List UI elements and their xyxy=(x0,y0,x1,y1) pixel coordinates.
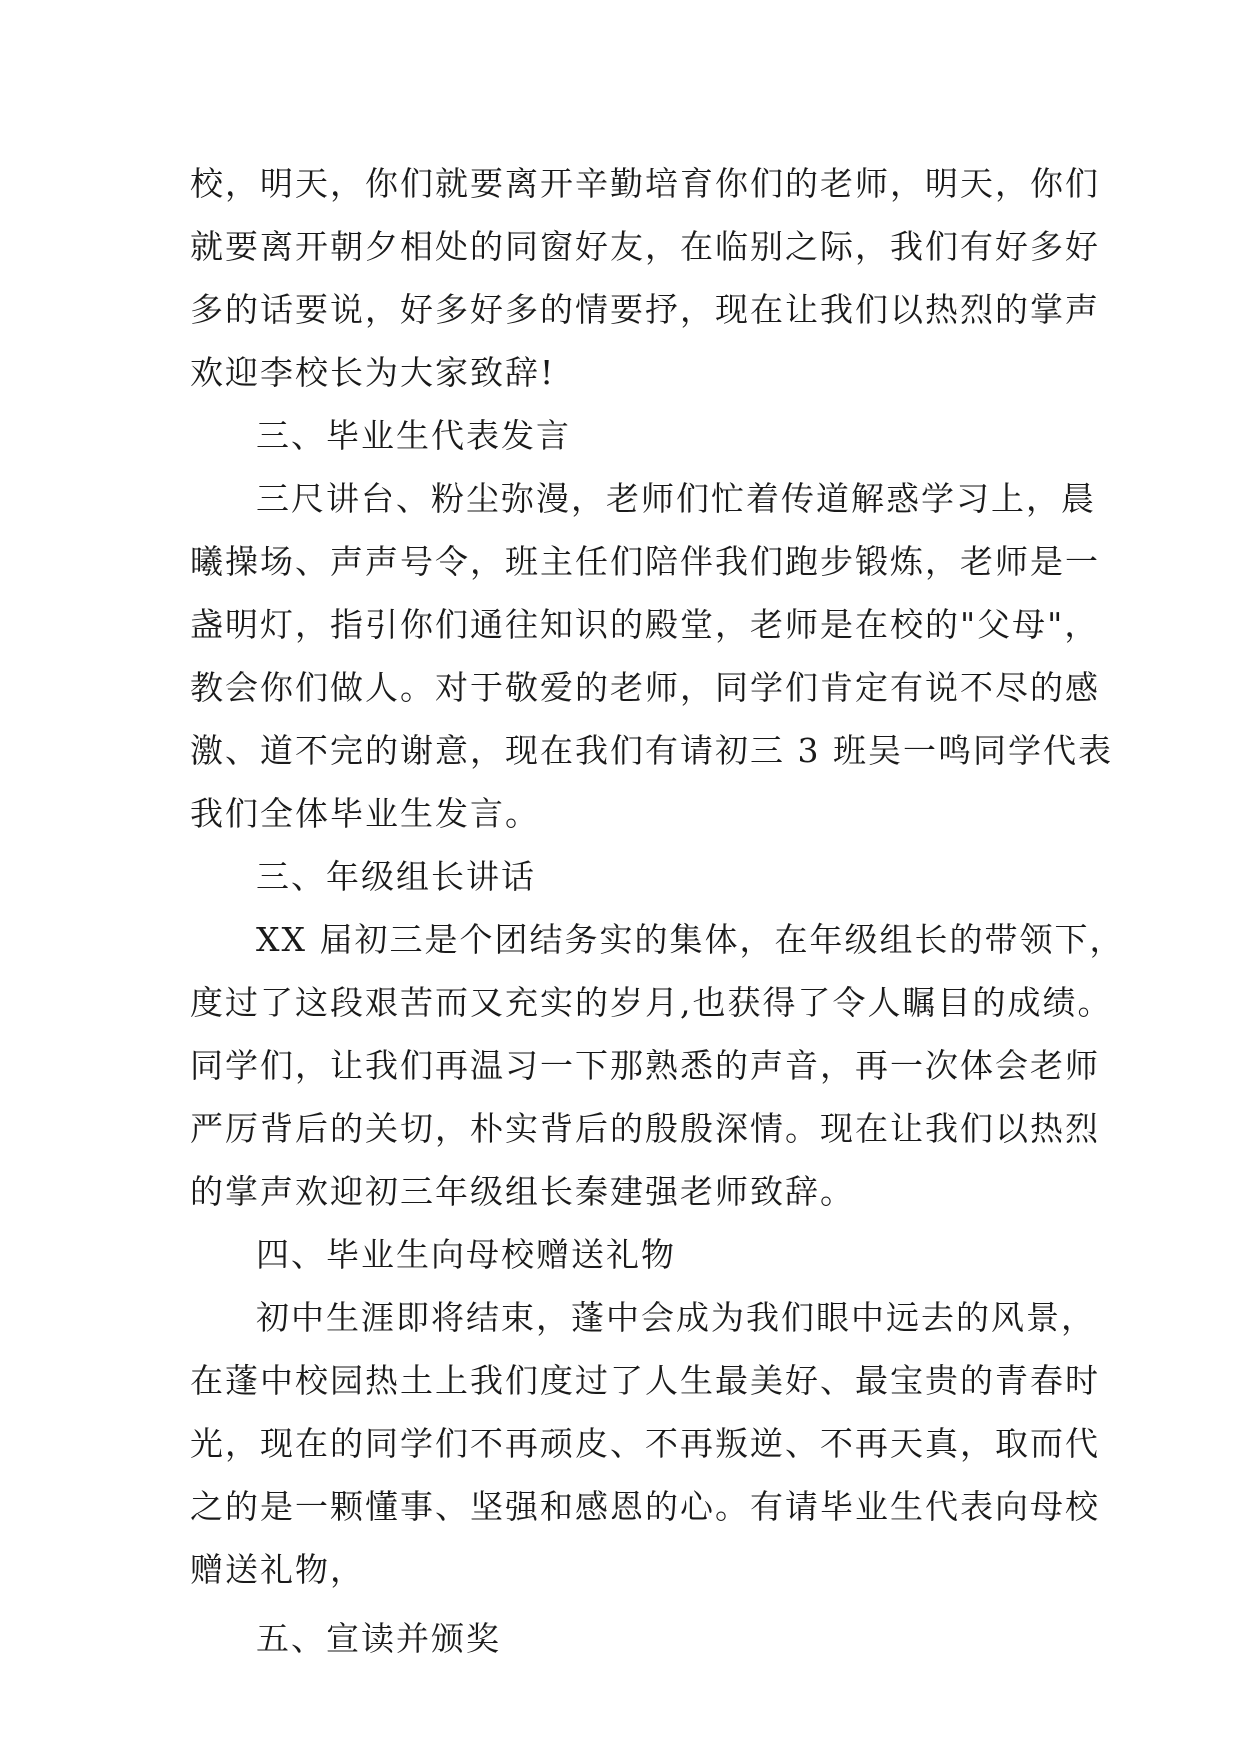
paragraph-line: 多的话要说，好多好多的情要抒，现在让我们以热烈的掌声 xyxy=(190,290,1100,329)
paragraph-line: 盏明灯，指引你们通往知识的殿堂，老师是在校的"父母"， xyxy=(190,605,1100,644)
paragraph-line: 曦操场、声声号令，班主任们陪伴我们跑步锻炼，老师是一 xyxy=(190,542,1100,581)
paragraph-line: 就要离开朝夕相处的同窗好友，在临别之际，我们有好多好 xyxy=(190,227,1100,266)
paragraph-line: 在蓬中校园热土上我们度过了人生最美好、最宝贵的青春时 xyxy=(190,1361,1100,1400)
section-heading: 五、宣读并颁奖 xyxy=(256,1619,501,1658)
paragraph-line: 三尺讲台、粉尘弥漫，老师们忙着传道解惑学习上，晨 xyxy=(256,479,1096,518)
paragraph-line: 光，现在的同学们不再顽皮、不再叛逆、不再天真，取而代 xyxy=(190,1424,1100,1463)
section-heading: 三、毕业生代表发言 xyxy=(256,416,571,455)
paragraph-line: 我们全体毕业生发言。 xyxy=(190,794,540,833)
section-heading: 四、毕业生向母校赠送礼物 xyxy=(256,1235,676,1274)
paragraph-line: 之的是一颗懂事、坚强和感恩的心。有请毕业生代表向母校 xyxy=(190,1487,1100,1526)
paragraph-line: 初中生涯即将结束，蓬中会成为我们眼中远去的风景， xyxy=(256,1298,1096,1337)
paragraph-line: 赠送礼物， xyxy=(190,1550,365,1589)
paragraph-line: 同学们，让我们再温习一下那熟悉的声音，再一次体会老师 xyxy=(190,1046,1100,1085)
paragraph-line: 严厉背后的关切，朴实背后的殷殷深情。现在让我们以热烈 xyxy=(190,1109,1100,1148)
paragraph-line: 的掌声欢迎初三年级组长秦建强老师致辞。 xyxy=(190,1172,855,1211)
section-heading: 三、年级组长讲话 xyxy=(256,857,536,896)
document-body xyxy=(190,152,1125,1670)
paragraph-line: XX 届初三是个团结务实的集体，在年级组长的带领下， xyxy=(256,920,1125,959)
paragraph-line: 欢迎李校长为大家致辞! xyxy=(190,353,556,392)
paragraph-line: 度过了这段艰苦而又充实的岁月,也获得了令人瞩目的成绩。 xyxy=(190,983,1113,1022)
paragraph-line: 校，明天，你们就要离开辛勤培育你们的老师，明天，你们 xyxy=(190,164,1100,203)
paragraph-line: 激、道不完的谢意，现在我们有请初三 3 班吴一鸣同学代表 xyxy=(190,731,1113,770)
paragraph-line: 教会你们做人。对于敬爱的老师，同学们肯定有说不尽的感 xyxy=(190,668,1100,707)
